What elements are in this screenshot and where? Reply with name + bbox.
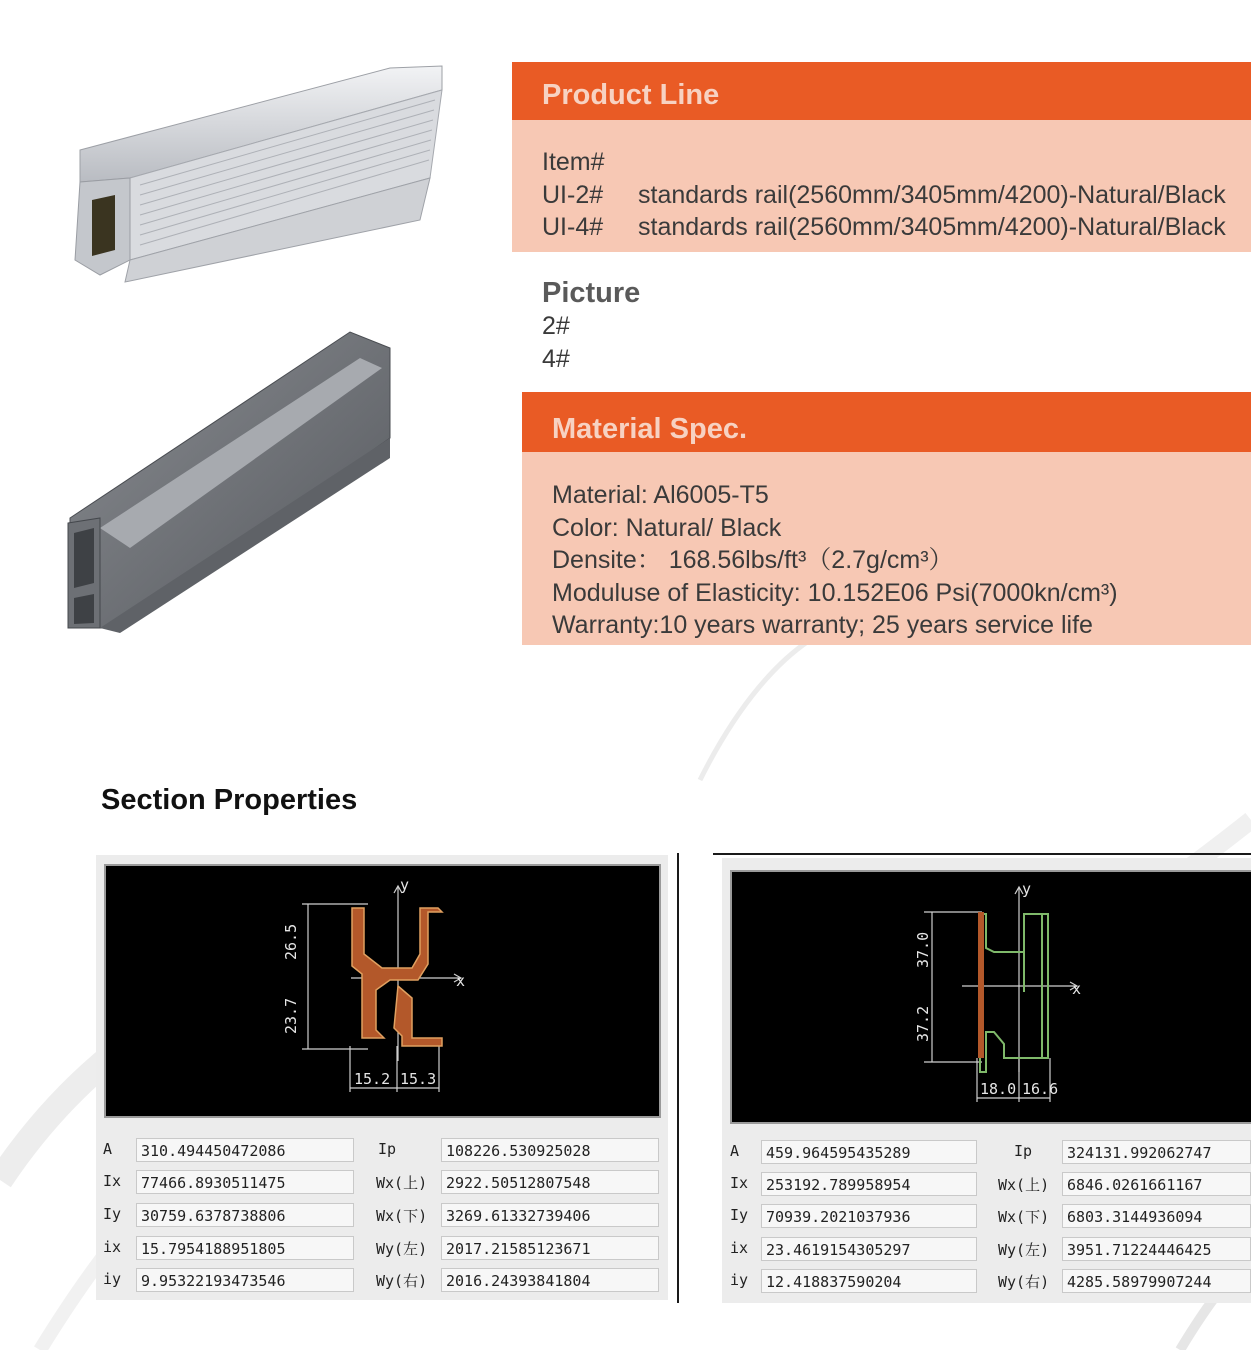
item-description: standards rail(2560mm/3405mm/4200)-Natural/Black bbox=[638, 180, 1226, 209]
item-code: UI-2# bbox=[542, 180, 604, 209]
panel-divider bbox=[677, 853, 679, 1303]
material-spec-header bbox=[522, 392, 1251, 452]
spec-line: Color: Natural/ Black bbox=[552, 513, 782, 542]
prop-label: Ip bbox=[1014, 1142, 1033, 1160]
axis-y-label: y bbox=[400, 876, 410, 894]
rail-image-2 bbox=[70, 60, 450, 290]
prop-value: 253192.789958954 bbox=[761, 1172, 977, 1196]
prop-label: Ix bbox=[103, 1172, 122, 1190]
prop-label: iy bbox=[730, 1271, 749, 1289]
dim-label: 23.7 bbox=[282, 997, 300, 1034]
picture-item: 2# bbox=[542, 312, 570, 340]
item-header: Item# bbox=[542, 148, 605, 176]
dim-label: 37.2 bbox=[914, 1005, 932, 1042]
prop-label: iy bbox=[103, 1270, 122, 1288]
spec-line: Moduluse of Elasticity: 10.152E06 Psi(7000kn/cm³) bbox=[552, 578, 1118, 607]
dim-label: 18.0 bbox=[980, 1080, 1017, 1098]
prop-value: 2922.50512807548 bbox=[441, 1170, 659, 1194]
dim-label: 15.3 bbox=[400, 1070, 437, 1088]
prop-value: 459.964595435289 bbox=[761, 1140, 977, 1164]
prop-value: 6803.3144936094 bbox=[1062, 1204, 1251, 1228]
dim-label: 15.2 bbox=[354, 1070, 391, 1088]
picture-item: 4# bbox=[542, 345, 570, 373]
product-line-title: Product Line bbox=[542, 79, 720, 111]
prop-value: 6846.0261661167 bbox=[1062, 1172, 1251, 1196]
prop-label: Wx(下) bbox=[376, 1207, 428, 1225]
prop-label: Wy(右) bbox=[376, 1272, 428, 1290]
rail-image-4 bbox=[60, 328, 400, 638]
prop-value: 30759.6378738806 bbox=[136, 1203, 354, 1227]
prop-label: Wy(左) bbox=[376, 1240, 428, 1258]
prop-label: Iy bbox=[103, 1205, 122, 1223]
spec-line: Material: Al6005-T5 bbox=[552, 481, 769, 509]
prop-value: 77466.8930511475 bbox=[136, 1170, 354, 1194]
prop-label: Wx(上) bbox=[376, 1174, 428, 1192]
prop-value: 108226.530925028 bbox=[441, 1138, 659, 1162]
prop-value: 70939.2021037936 bbox=[761, 1204, 977, 1228]
prop-label: A bbox=[730, 1142, 740, 1160]
product-item-row bbox=[542, 179, 1251, 212]
dim-label: 26.5 bbox=[282, 923, 300, 960]
material-spec-title: Material Spec. bbox=[552, 413, 748, 445]
axis-x-label: x bbox=[1072, 980, 1082, 998]
prop-value: 3951.71224446425 bbox=[1062, 1237, 1251, 1261]
prop-value: 2016.24393841804 bbox=[441, 1268, 659, 1292]
prop-value: 12.418837590204 bbox=[761, 1269, 977, 1293]
prop-label: Ip bbox=[378, 1140, 397, 1158]
prop-value: 9.95322193473546 bbox=[136, 1268, 354, 1292]
prop-value: 15.7954188951805 bbox=[136, 1236, 354, 1260]
picture-block bbox=[542, 277, 640, 376]
product-item-row bbox=[542, 211, 1251, 244]
product-line-header bbox=[512, 62, 1251, 120]
spec-line: Densite： 168.56lbs/ft³（2.7g/cm³） bbox=[552, 546, 954, 574]
axis-x-label: x bbox=[456, 972, 466, 990]
prop-value: 4285.58979907244 bbox=[1062, 1269, 1251, 1293]
prop-label: Wy(右) bbox=[998, 1273, 1050, 1291]
prop-label: Wx(上) bbox=[998, 1176, 1050, 1194]
prop-label: Ix bbox=[730, 1174, 749, 1192]
prop-value: 23.4619154305297 bbox=[761, 1237, 977, 1261]
cad-screen-1 bbox=[104, 864, 661, 1118]
item-description: standards rail(2560mm/3405mm/4200)-Natural/Black bbox=[638, 213, 1226, 241]
prop-value: 324131.992062747 bbox=[1062, 1140, 1251, 1164]
spec-line: Warranty:10 years warranty; 25 years service life bbox=[552, 611, 1093, 639]
section-properties-title: Section Properties bbox=[101, 784, 358, 816]
picture-title: Picture bbox=[542, 277, 641, 309]
prop-label: Iy bbox=[730, 1206, 749, 1224]
item-code: UI-4# bbox=[542, 213, 604, 241]
prop-label: ix bbox=[103, 1238, 122, 1256]
profile-drawing-2 bbox=[732, 872, 1251, 1122]
prop-label: A bbox=[103, 1140, 113, 1158]
material-spec-body bbox=[522, 452, 1251, 645]
prop-value: 310.494450472086 bbox=[136, 1138, 354, 1162]
product-line-body bbox=[512, 120, 1251, 252]
axis-y-label: y bbox=[1022, 880, 1032, 898]
dim-label: 16.6 bbox=[1022, 1080, 1059, 1098]
profile-drawing-1 bbox=[106, 866, 659, 1116]
prop-label: ix bbox=[730, 1239, 749, 1257]
prop-label: Wy(左) bbox=[998, 1241, 1050, 1259]
prop-label: Wx(下) bbox=[998, 1208, 1050, 1226]
dim-label: 37.0 bbox=[914, 931, 932, 968]
panel-top-rule bbox=[713, 853, 1251, 855]
prop-value: 3269.61332739406 bbox=[441, 1203, 659, 1227]
cad-screen-2 bbox=[730, 870, 1251, 1124]
prop-value: 2017.21585123671 bbox=[441, 1236, 659, 1260]
